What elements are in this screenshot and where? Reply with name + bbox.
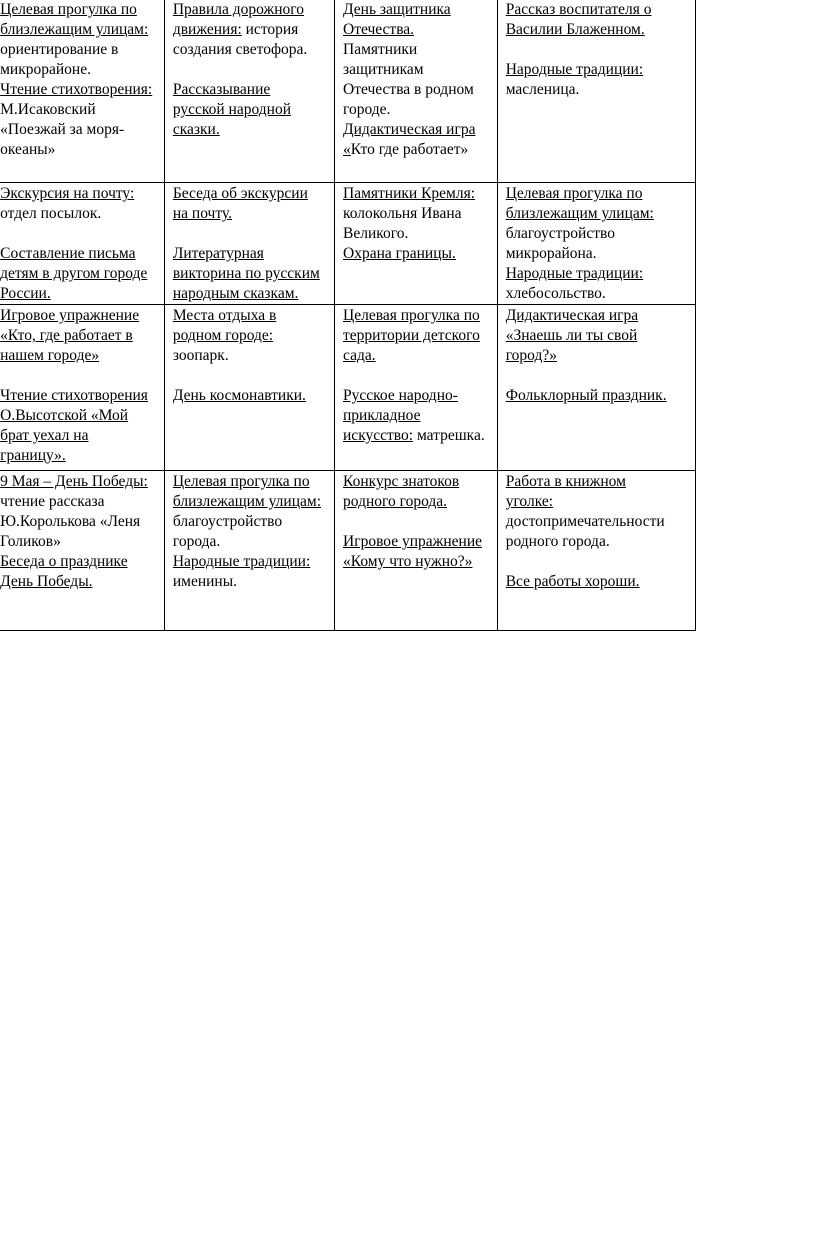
activity-line [506,532,691,552]
activity-line [343,406,493,426]
activity-line [173,492,330,512]
plain-text: колокольня Ивана [343,205,462,222]
underlined-text: прикладное [343,407,421,424]
plain-text: зоопарк. [172,347,229,364]
activity-line [173,532,330,552]
underlined-text: Целевая прогулка по [172,473,310,490]
underlined-text: Работа в книжном [505,473,626,490]
plain-text: защитникам [343,61,424,78]
activity-line [173,20,330,40]
activity-line [506,20,691,40]
underlined-text: детям в другом городе [0,265,148,282]
plain-text: океаны» [0,141,56,158]
activity-line [173,264,330,284]
underlined-text: День Победы. [0,573,93,590]
activity-line [173,306,330,326]
plain-text: города. [172,533,221,550]
activity-line [343,326,493,346]
underlined-text: Все работы хороши. [505,573,640,590]
underlined-text: брат уехал на [0,427,89,444]
activity-line [506,60,691,80]
activity-line [0,326,160,346]
blank-line [343,512,493,532]
activity-line [173,386,330,406]
underlined-text: Рассказывание [172,81,271,98]
activity-line [0,184,160,204]
activity-line [0,120,160,140]
activity-line [506,204,691,224]
activity-cell-col-4 [497,0,695,183]
underlined-text: Составление письма [0,245,136,262]
activity-line [343,80,493,100]
activity-line [173,552,330,572]
plain-text: микрорайона. [505,245,597,262]
blank-line [506,366,691,386]
activity-line [0,552,160,572]
underlined-text: 9 Мая – День Победы: [0,473,148,490]
underlined-text: «Знаешь ли ты свой [505,327,638,344]
underlined-text: Чтение стихотворения [0,387,148,404]
activity-cell-col-4 [497,471,695,631]
underlined-text: на почту. [172,205,232,222]
activity-cell-col-1 [0,0,164,183]
activity-line [0,532,160,552]
table-row [0,305,696,471]
activity-cell-col-1 [0,183,164,305]
underlined-text: движения: [172,21,242,38]
plain-text: родного города. [505,533,610,550]
underlined-text: родном городе: [172,327,274,344]
activity-line [343,244,493,264]
blank-line [173,224,330,244]
activity-line [0,446,160,466]
table-row [0,0,696,183]
underlined-text: сада. [343,347,376,364]
activity-line [506,264,691,284]
activity-line [343,20,493,40]
plain-text: матрешка. [413,427,485,444]
activity-line [506,184,691,204]
plain-text: именины. [172,573,238,590]
activity-line [173,346,330,366]
underlined-text: Беседа о празднике [0,553,128,570]
activity-line [0,472,160,492]
activity-line [506,386,691,406]
activity-line [343,184,493,204]
activity-line [343,386,493,406]
underlined-text: Русское народно- [343,387,458,404]
plain-text: М.Исаковский [0,101,96,118]
activity-line [0,306,160,326]
plain-text: Ю.Королькова «Леня [0,513,141,530]
activity-cell-col-1 [0,471,164,631]
plain-text: отдел посылок. [0,205,102,222]
underlined-text: Экскурсия на почту: [0,185,135,202]
underlined-text: Конкурс знатоков [343,473,460,490]
activity-line [343,60,493,80]
activity-line [0,512,160,532]
activity-line [343,306,493,326]
activity-line [0,60,160,80]
underlined-text: Василии Блаженном. [505,21,645,38]
activity-line [173,572,330,592]
underlined-text: Целевая прогулка по [505,185,643,202]
activity-line [0,244,160,264]
underlined-text: Фольклорный праздник. [505,387,667,404]
activity-line [506,224,691,244]
activity-line [0,406,160,426]
plain-text: Голиков» [0,533,61,550]
activity-line [0,20,160,40]
underlined-text: близлежащим улицам: [0,21,149,38]
plain-text: Памятники [343,41,418,58]
activity-line [506,284,691,304]
activity-line [0,386,160,406]
plain-text: хлебосольство. [505,285,606,302]
activity-line [506,572,691,592]
underlined-text: Рассказ воспитателя о [505,1,652,18]
activity-cell-col-1 [0,305,164,471]
underlined-text: Дидактическая игра [505,307,639,324]
activity-line [173,326,330,346]
activity-cell-col-4 [497,183,695,305]
activity-line [343,346,493,366]
activity-cell-col-2 [164,0,334,183]
activity-cell-col-3 [335,305,498,471]
plain-text: Отечества в родном [343,81,474,98]
underlined-text: близлежащим улицам: [505,205,654,222]
activity-cell-col-3 [335,0,498,183]
blank-line [343,366,493,386]
underlined-text: искусство: [343,427,414,444]
activity-line [173,100,330,120]
activity-line [343,40,493,60]
blank-line [0,366,160,386]
underlined-text: Беседа об экскурсии [172,185,308,202]
underlined-text: Места отдыха в [172,307,277,324]
activity-line [0,140,160,160]
activity-cell-col-4 [497,305,695,471]
plain-text: благоустройство [172,513,283,530]
plain-text: Великого. [343,225,409,242]
activity-line [506,512,691,532]
underlined-text: Народные традиции: [172,553,311,570]
underlined-text: Игровое упражнение [0,307,140,324]
underlined-text: «Кому что нужно?» [343,553,473,570]
activity-line [343,472,493,492]
activity-line [0,100,160,120]
activity-line [0,0,160,20]
underlined-text: Целевая прогулка по [0,1,137,18]
activity-line [343,204,493,224]
activity-line [0,204,160,224]
plain-text: городе. [343,101,391,118]
activity-line [173,0,330,20]
activity-line [506,346,691,366]
underlined-text: Целевая прогулка по [343,307,480,324]
underlined-text: народным сказкам. [172,285,299,302]
activity-line [173,512,330,532]
activity-line [506,326,691,346]
underlined-text: границу». [0,447,66,464]
activity-line [343,140,493,160]
activity-line [506,306,691,326]
underlined-text: Игровое упражнение [343,533,483,550]
activity-line [0,492,160,512]
underlined-text: нашем городе» [0,347,100,364]
activity-cell-col-3 [335,471,498,631]
activity-line [173,40,330,60]
plain-text: история [241,21,299,38]
underlined-text: близлежащим улицам: [172,493,322,510]
underlined-text: город?» [505,347,557,364]
activity-line [0,572,160,592]
underlined-text: русской народной [172,101,292,118]
underlined-text: О.Высотской «Мой [0,407,129,424]
underlined-text: Охрана границы. [343,245,456,262]
underlined-text: Отечества. [343,21,415,38]
activity-line [506,0,691,20]
activity-line [343,426,493,446]
plain-text: Кто где работает» [350,141,469,158]
plain-text: микрорайоне. [0,61,91,78]
underlined-text: « [343,141,351,158]
underlined-text: День защитника [343,1,451,18]
underlined-text: Народные традиции: [505,265,644,282]
activity-line [506,244,691,264]
activity-line [173,80,330,100]
underlined-text: Дидактическая игра [343,121,476,138]
activity-line [0,284,160,304]
underlined-text: сказки. [172,121,220,138]
activity-line [0,346,160,366]
underlined-text: Литературная [172,245,264,262]
blank-line [173,366,330,386]
activity-cell-col-3 [335,183,498,305]
activity-line [343,224,493,244]
underlined-text: День космонавтики. [172,387,306,404]
activity-cell-col-2 [164,305,334,471]
activity-line [343,100,493,120]
blank-line [506,40,691,60]
activity-line [0,40,160,60]
plain-text: чтение рассказа [0,493,105,510]
activity-line [506,80,691,100]
activity-line [0,80,160,100]
plain-text: достопримечательности [505,513,665,530]
table-row [0,183,696,305]
activity-line [173,204,330,224]
activity-cell-col-2 [164,183,334,305]
blank-line [506,552,691,572]
activity-line [343,492,493,512]
underlined-text: Правила дорожного [172,1,304,18]
underlined-text: уголке: [505,493,554,510]
underlined-text: Чтение стихотворения: [0,81,153,98]
activity-line [343,532,493,552]
activity-line [343,120,493,140]
underlined-text: Памятники Кремля: [343,185,476,202]
plain-text: масленица. [505,81,580,98]
activity-line [506,492,691,512]
plain-text: «Поезжай за моря- [0,121,125,138]
plain-text: создания светофора. [172,41,308,58]
blank-line [173,60,330,80]
underlined-text: родного города. [343,493,448,510]
activity-line [173,284,330,304]
activity-line [0,264,160,284]
underlined-text: России. [0,285,51,302]
underlined-text: Народные традиции: [505,61,644,78]
plain-text: ориентирование в [0,41,119,58]
activity-line [173,244,330,264]
activity-line [343,552,493,572]
activity-line [173,184,330,204]
underlined-text: викторина по русским [172,265,320,282]
activity-line [506,472,691,492]
blank-line [0,224,160,244]
plain-text: благоустройство [505,225,615,242]
underlined-text: «Кто, где работает в [0,327,133,344]
activity-line [343,0,493,20]
plan-table [0,0,696,631]
activity-line [173,120,330,140]
activity-line [0,426,160,446]
activity-line [173,472,330,492]
table-row [0,471,696,631]
underlined-text: территории детского [343,327,480,344]
activity-cell-col-2 [164,471,334,631]
